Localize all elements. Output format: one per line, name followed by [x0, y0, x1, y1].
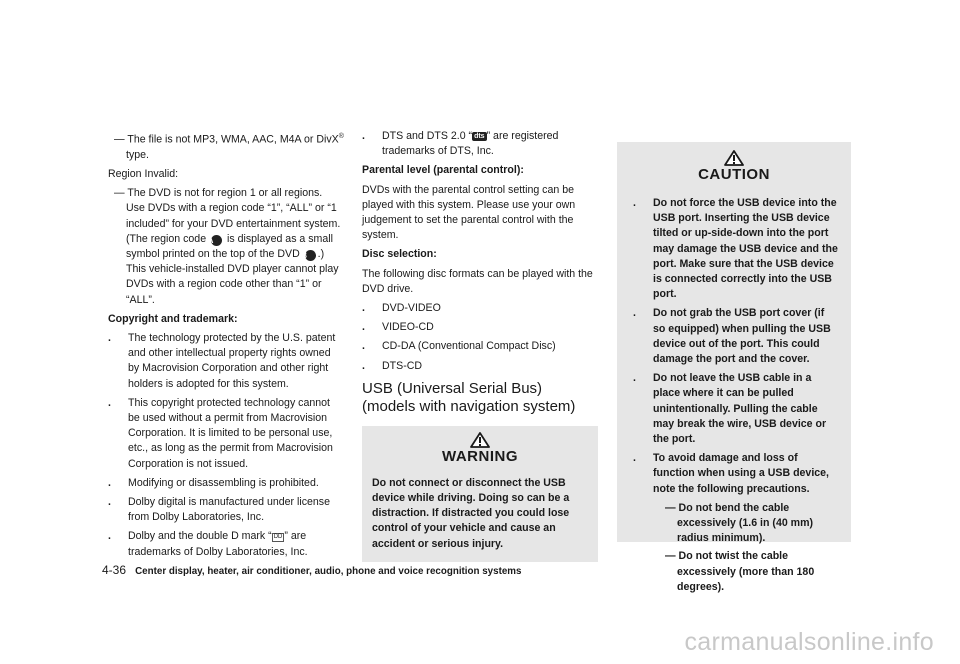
list-item: . This copyright protected technology cannot be used without a permit from Macrovision Corporation. It is limited to be personal use, etc., as long as the permit from Macrovision Corporation is not issued. — [108, 396, 333, 470]
list-item: . VIDEO-CD — [362, 321, 434, 334]
parental-heading: Parental level (parental control): — [362, 164, 524, 177]
caution-subitem: — Do not twist the cable excessively (more than 180 degrees). — [665, 550, 815, 593]
list-item: . Dolby digital is manufactured under license from Dolby Laboratories, Inc. — [108, 496, 330, 524]
caution-title: CAUTION — [698, 166, 770, 183]
usb-section-title: USB (Universal Serial Bus) (models with navigation system) — [362, 379, 576, 415]
warning-header — [372, 432, 588, 466]
caution-triangle-icon — [724, 150, 744, 166]
caution-subitem: — Do not bend the cable excessively (1.6 in (40 mm) radius minimum). — [665, 501, 814, 545]
list-item: . To avoid damage and loss of function when using a USB device, note the following precautions. — [633, 452, 829, 495]
page-number: 4-36 — [102, 563, 127, 577]
copyright-heading: Copyright and trademark: — [108, 312, 238, 325]
list-item: . Do not leave the USB cable in a place where it can be pulled unintentionally. Pulling the cable may break the wire, USB device or the port. — [633, 372, 827, 446]
region-marker-a-icon: A — [211, 235, 222, 246]
list-item: . CD-DA (Conventional Compact Disc) — [362, 340, 556, 353]
list-item: . DVD-VIDEO — [362, 302, 441, 315]
dolby-logo-icon: DD — [273, 534, 283, 541]
format-error-text: — The file is not MP3, WMA, AAC, M4A or DivX® type. — [114, 133, 344, 161]
disc-selection-heading: Disc selection: — [362, 248, 437, 261]
list-item: . The technology protected by the U.S. patent and other intellectual property rights owned by Macrovision Corporation and other right holders is adopted for this system. — [108, 331, 336, 390]
watermark: carmanualsonline.info — [684, 627, 934, 656]
region-marker-b-icon: B — [305, 250, 316, 261]
warning-text: Do not connect or disconnect the USB device while driving. Doing so can be a distraction. If distracted you could lose control of your vehicle and cause an accident or serious injury. — [372, 476, 570, 550]
warning-box — [362, 426, 598, 562]
region-error-text: — The DVD is not for region 1 or all regions. Use DVDs with a region code “1”, “ALL” or “1 included” for your DVD entertainment system. (The region code A is displayed as a small symbol printed on the top of the DVD B .) This vehicle-installed DVD player cannot play DVDs with a region code other than “1” or “ALL”. — [114, 187, 341, 306]
parental-text: DVDs with the parental control setting can be played with this system. Please use your own judgement to set the parental control with the system. — [362, 183, 576, 242]
list-item: . Dolby and the double D mark “ DD ” are trademarks of Dolby Laboratories, Inc. — [108, 530, 308, 558]
disc-selection-text: The following disc formats can be played with the DVD drive. — [362, 267, 593, 295]
page-footer — [102, 563, 521, 579]
region-invalid-label: Region Invalid: — [108, 167, 179, 180]
caution-box — [617, 142, 851, 593]
caution-header — [617, 150, 851, 184]
list-item: . Do not force the USB device into the USB port. Inserting the USB device tilted or up-side-down into the port may damage the USB device and the port. Make sure that the USB device is connected correctly into the USB port. — [633, 197, 838, 301]
warning-title: WARNING — [442, 447, 518, 465]
left-column — [108, 129, 344, 560]
dts-logo-icon: dts — [474, 133, 485, 140]
warning-triangle-icon — [470, 432, 490, 448]
list-item: . DTS-CD — [362, 359, 423, 372]
list-item: . Modifying or disassembling is prohibited. — [108, 476, 319, 489]
list-item: . DTS and DTS 2.0 “ dts ” are registered trademarks of DTS, Inc. — [362, 130, 559, 158]
chapter-title: Center display, heater, air conditioner, audio, phone and voice recognition systems — [135, 566, 522, 577]
caution-body — [617, 196, 851, 595]
list-item: . Do not grab the USB port cover (if so equipped) when pulling the USB device out of the port. This could damage the port and the cover. — [633, 307, 831, 366]
middle-column — [362, 129, 598, 562]
